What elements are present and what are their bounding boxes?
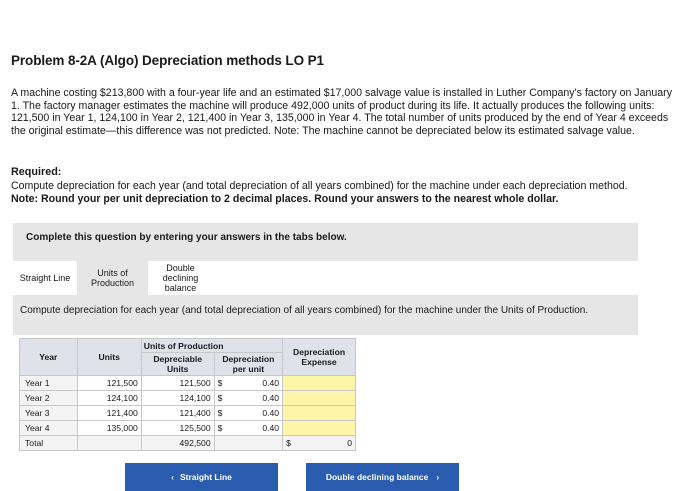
total-dep-units: 492,500 — [141, 436, 214, 451]
chevron-right-icon: › — [436, 472, 440, 482]
col-units: Units — [77, 339, 141, 376]
table-row — [20, 421, 356, 436]
total-expense — [283, 436, 356, 451]
required-text: Compute depreciation for each year (and total depreciation of all years combined) for the machine under each depreciation method. — [11, 180, 628, 192]
per-unit-input[interactable]: 0.40 — [229, 421, 283, 436]
next-tab-button[interactable]: Double declining balance › — [306, 463, 459, 491]
expense-input[interactable] — [283, 421, 356, 436]
col-dep-units: Depreciable Units — [141, 353, 214, 376]
table-row — [20, 391, 356, 406]
complete-text: Complete this question by entering your answers in the tabs below. — [26, 232, 347, 243]
row-year: Year 3 — [20, 406, 78, 421]
tab-straight-line[interactable]: Straight Line — [13, 261, 77, 295]
units-of-production-table — [13, 336, 358, 461]
units-input[interactable]: 121,400 — [77, 406, 141, 421]
per-unit-input[interactable]: 0.40 — [229, 406, 283, 421]
expense-input[interactable] — [283, 391, 356, 406]
units-input[interactable]: 121,500 — [77, 376, 141, 391]
instructions-banner — [13, 223, 638, 261]
table-row — [20, 376, 356, 391]
required-heading: Required: — [11, 166, 62, 178]
dep-units-input[interactable]: 125,500 — [141, 421, 214, 436]
per-unit-input[interactable]: 0.40 — [229, 376, 283, 391]
dep-units-input[interactable]: 121,400 — [141, 406, 214, 421]
dep-units-input[interactable]: 124,100 — [141, 391, 214, 406]
dep-units-input[interactable]: 121,500 — [141, 376, 214, 391]
total-expense-value: 0 — [347, 438, 352, 448]
col-per-unit: Depreciation per unit — [214, 353, 282, 376]
row-year: Year 4 — [20, 421, 78, 436]
col-year: Year — [20, 339, 78, 376]
problem-description: A machine costing $213,800 with a four-year life and an estimated $17,000 salvage value is installed in Luther Company's factory on January 1. The factory manager estimates the machine will produce 492,000 units of product during its life. It actually produces the following units: 121,500 in Year 1, 124,100 in Year 2, 121,400 in Year 3, 135,000 in Year 4. The total number of units produced by the end of Year 4 exceeds the original estimate—this difference was not predicted. Note: The machine cannot be depreciated below its estimated salvage value. — [11, 87, 672, 137]
total-units-empty — [77, 436, 141, 451]
tab-double-declining-balance[interactable]: Double declining balance — [148, 261, 213, 295]
units-input[interactable]: 124,100 — [77, 391, 141, 406]
col-expense: Depreciation Expense — [283, 339, 356, 376]
dollar-sign: $ — [214, 421, 229, 436]
prev-tab-button[interactable]: ‹ Straight Line — [125, 463, 278, 491]
rounding-note: Note: Round your per unit depreciation to 2 decimal places. Round your answers to the nearest whole dollar. — [11, 193, 559, 205]
problem-title: Problem 8-2A (Algo) Depreciation methods LO P1 — [11, 53, 324, 68]
tab-instruction-panel — [13, 295, 638, 335]
group-header: Units of Production — [141, 339, 282, 353]
row-year: Year 1 — [20, 376, 78, 391]
expense-input[interactable] — [283, 406, 356, 421]
row-year: Year 2 — [20, 391, 78, 406]
table-row — [20, 406, 356, 421]
tab-instruction: Compute depreciation for each year (and total depreciation of all years combined) for the machine under the Units of Production. — [20, 305, 589, 316]
table-total-row — [20, 436, 356, 451]
units-input[interactable]: 135,000 — [77, 421, 141, 436]
dollar-sign: $ — [214, 406, 229, 421]
chevron-left-icon: ‹ — [171, 472, 174, 482]
expense-input[interactable] — [283, 376, 356, 391]
dollar-sign: $ — [214, 376, 229, 391]
total-per-unit-empty — [214, 436, 282, 451]
tab-units-of-production[interactable]: Units of Production — [77, 261, 148, 295]
total-dollar-sign: $ — [286, 438, 291, 448]
total-label: Total — [20, 436, 78, 451]
per-unit-input[interactable]: 0.40 — [229, 391, 283, 406]
dollar-sign: $ — [214, 391, 229, 406]
